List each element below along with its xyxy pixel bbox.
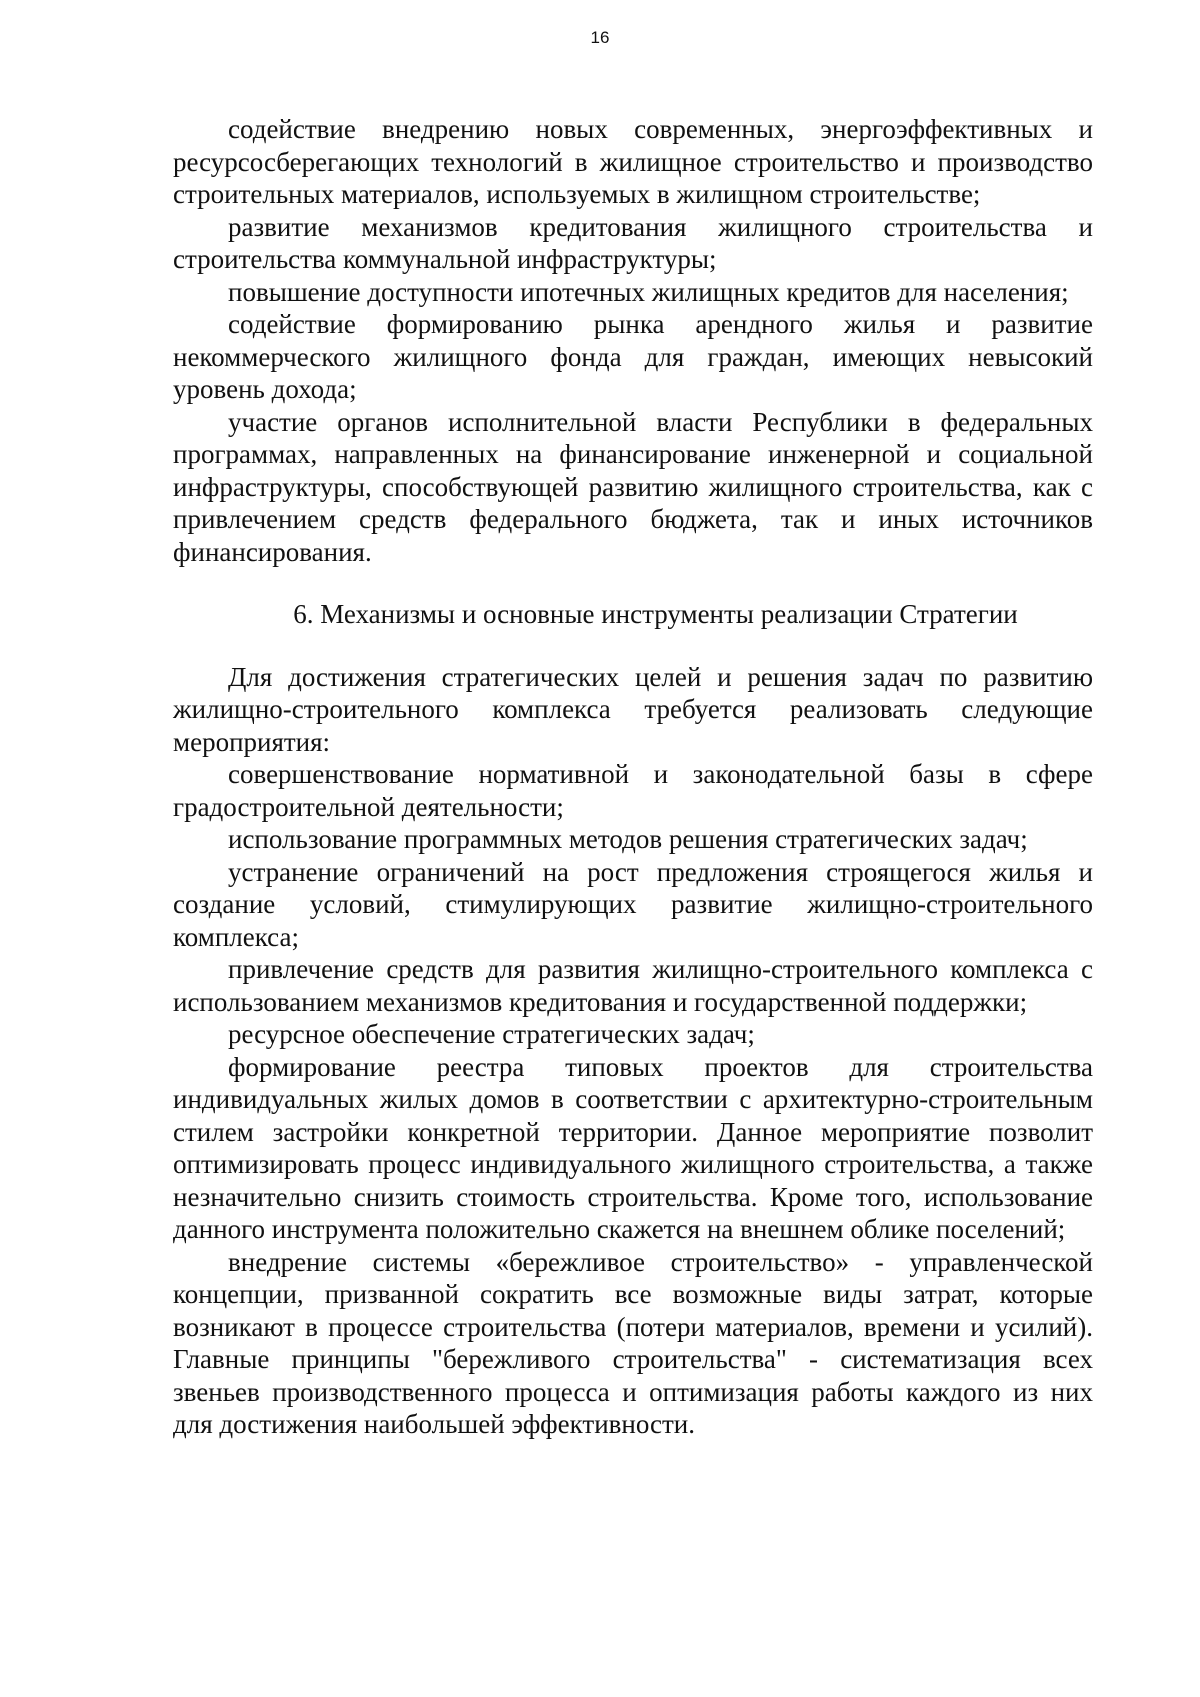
paragraph: привлечение средств для развития жилищно-строительного комплекса с использованием механизмов кредитования и государственной поддержки; xyxy=(173,954,1093,1017)
paragraph: использование программных методов решения стратегических задач; xyxy=(228,824,1028,854)
paragraph: содействие формированию рынка арендного жилья и развитие некоммерческого жилищного фонда для граждан, имеющих невысокий уровень дохода; xyxy=(173,309,1093,404)
paragraph: участие органов исполнительной власти Республики в федеральных программах, направленных на финансирование инженерной и социальной инфраструктуры, способствующей развитию жилищного строительства, как с привлечением средств федерального бюджета, так и иных источников финансирования. xyxy=(173,406,1093,567)
paragraph: содействие внедрению новых современных, энергоэффективных и ресурсосберегающих технологий в жилищное строительство и производство строительных материалов, используемых в жилищном строительстве; xyxy=(173,114,1093,209)
section-heading: 6. Механизмы и основные инструменты реализации Стратегии xyxy=(293,599,1018,629)
paragraph: совершенствование нормативной и законодательной базы в сфере градостроительной деятельности; xyxy=(173,759,1093,822)
paragraph: ресурсное обеспечение стратегических задач; xyxy=(228,1019,755,1049)
document-body xyxy=(173,113,1093,1441)
paragraph: Для достижения стратегических целей и решения задач по развитию жилищно-строительного комплекса требуется реализовать следующие мероприятия: xyxy=(173,661,1093,757)
page-number: 16 xyxy=(590,28,610,47)
paragraph: внедрение системы «бережливое строительство» - управленческой концепции, призванной сократить все возможные виды затрат, которые возникают в процессе строительства (потери материалов, времени и усилий). Главные принципы "бережливого строительства" - систематизация всех звеньев производственного процесса и оптимизация работы каждого из них для достижения наибольшей эффективности. xyxy=(173,1246,1093,1439)
paragraph: развитие механизмов кредитования жилищного строительства и строительства коммунальной инфраструктуры; xyxy=(173,211,1093,274)
paragraph: устранение ограничений на рост предложения строящегося жилья и создание условий, стимулирующих развитие жилищно-строительного комплекса; xyxy=(173,856,1093,952)
paragraph: повышение доступности ипотечных жилищных кредитов для населения; xyxy=(228,276,1069,307)
paragraph: формирование реестра типовых проектов для строительства индивидуальных жилых домов в соответствии с архитектурно-строительным стилем застройки конкретной территории. Данное мероприятие позволит оптимизировать процесс индивидуального жилищного строительства, а также незначительно снизить стоимость строительства. Кроме того, использование данного инструмента положительно скажется на внешнем облике поселений; xyxy=(173,1051,1093,1244)
